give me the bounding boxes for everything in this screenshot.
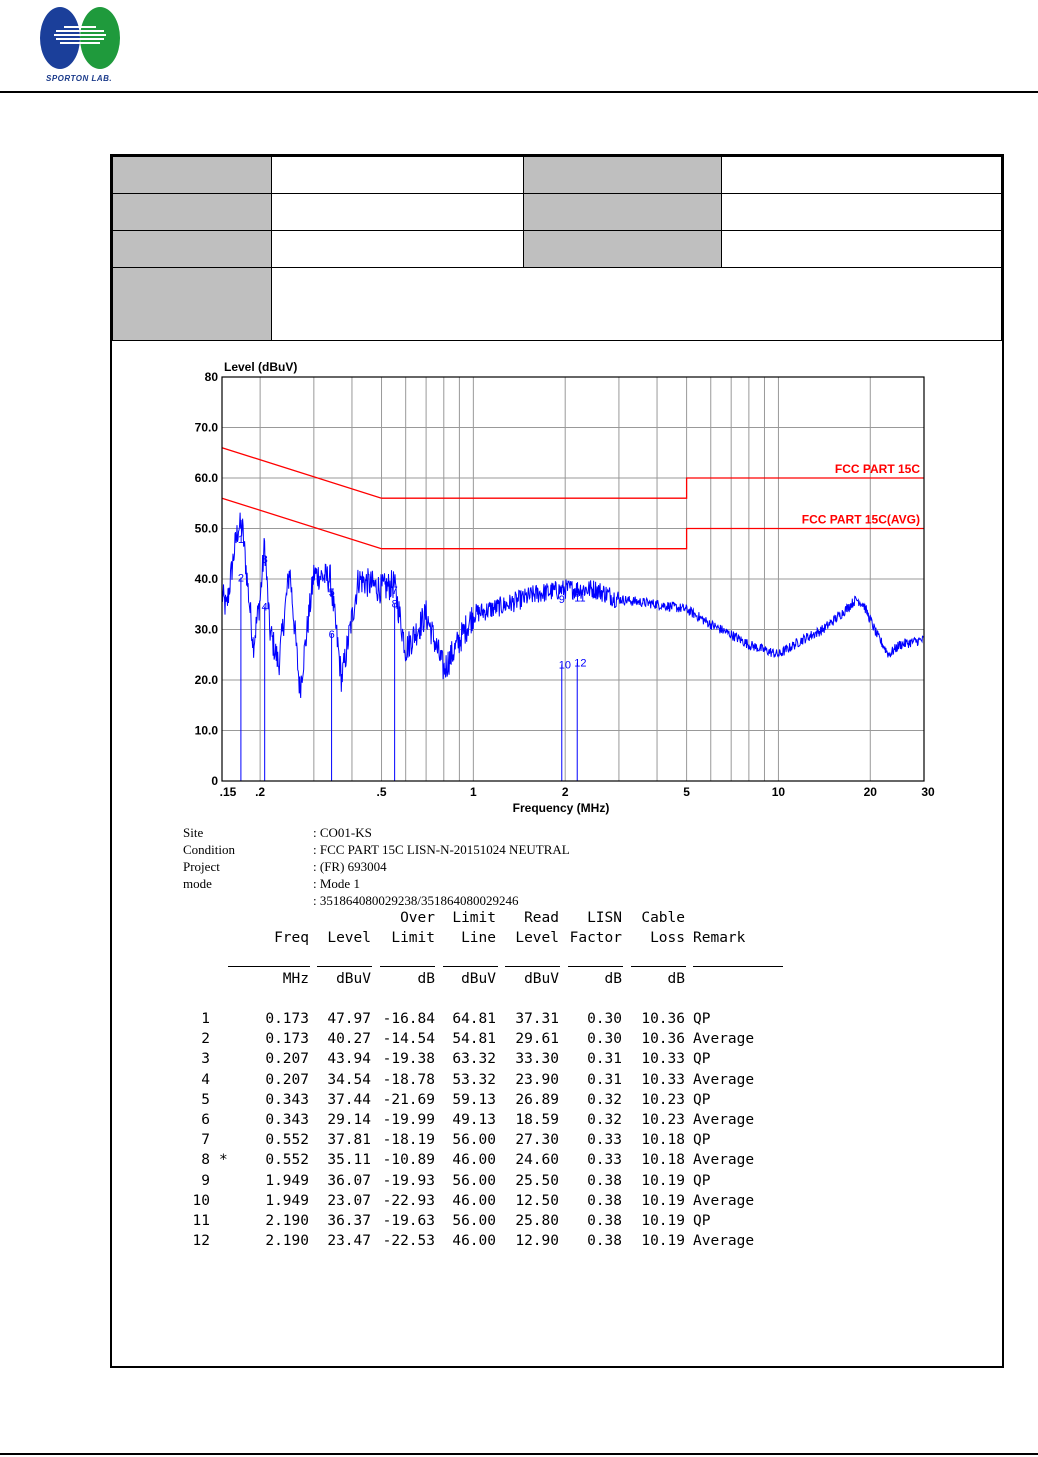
- table-unit: dBuV: [461, 971, 496, 987]
- cell-cable-loss: 10.19: [641, 1192, 685, 1209]
- table-header-rule: [317, 966, 372, 967]
- table-unit: dB: [604, 971, 622, 987]
- cell-lisn-factor: 0.38: [587, 1233, 622, 1250]
- measurement-info: [183, 824, 570, 909]
- x-tick-label: .15: [219, 785, 237, 799]
- cell-remark: QP: [693, 1091, 711, 1108]
- table-header: Level: [327, 930, 371, 946]
- cell-cable-loss: 10.19: [641, 1213, 685, 1229]
- cell-limit-line: 56.00: [452, 1172, 496, 1189]
- table-unit: dB: [667, 971, 685, 987]
- imei-value: : 351864080029238/351864080029246: [313, 893, 519, 908]
- info-value-cell: [272, 194, 524, 231]
- cell-read-level: 27.30: [515, 1132, 559, 1149]
- cell-lisn-factor: 0.31: [587, 1071, 622, 1088]
- table-header-top: LISN: [587, 910, 622, 926]
- cell-over-limit: -14.54: [382, 1031, 435, 1048]
- cell-level: 47.97: [327, 1011, 371, 1027]
- info-value-cell: [272, 231, 524, 268]
- site-value: : CO01-KS: [313, 825, 372, 840]
- cell-freq: 0.173: [265, 1011, 309, 1027]
- cell-remark: QP: [693, 1051, 711, 1068]
- row-number: 9: [201, 1172, 210, 1189]
- row-number: 7: [201, 1132, 210, 1149]
- footer-rule: [0, 1453, 1038, 1455]
- cell-lisn-factor: 0.30: [587, 1011, 622, 1027]
- x-tick-label: 2: [561, 785, 569, 799]
- cell-read-level: 33.30: [515, 1051, 559, 1068]
- cell-lisn-factor: 0.38: [587, 1172, 622, 1189]
- y-tick-label: 10.0: [194, 723, 218, 738]
- table-header-rule: [568, 966, 623, 967]
- marker-label: 10: [558, 659, 572, 672]
- mode-label: mode: [183, 876, 212, 891]
- info-label-cell: [113, 231, 272, 268]
- limit-line: [222, 448, 924, 499]
- chart-trace: [222, 513, 924, 698]
- table-header-rule: [443, 966, 498, 967]
- cell-cable-loss: 10.19: [641, 1233, 685, 1250]
- cell-lisn-factor: 0.33: [587, 1132, 622, 1149]
- table-header: Level: [515, 930, 559, 946]
- marker-label: 3: [261, 554, 268, 567]
- cell-freq: 0.552: [265, 1152, 309, 1169]
- x-axis-label: Frequency (MHz): [512, 801, 610, 815]
- row-number: 2: [201, 1031, 210, 1048]
- row-number: 10: [192, 1192, 210, 1209]
- table-header-rule: [693, 966, 783, 967]
- table-header-rule: [380, 966, 435, 967]
- x-tick-label: 30: [921, 785, 935, 799]
- y-tick-label: 80: [204, 370, 218, 384]
- cell-freq: 0.552: [265, 1132, 309, 1149]
- y-tick-label: 60.0: [194, 471, 218, 485]
- cell-over-limit: -19.93: [382, 1172, 435, 1189]
- cell-limit-line: 54.81: [452, 1031, 496, 1048]
- x-tick-label: .2: [255, 785, 266, 799]
- info-value-cell-wide: [272, 268, 1002, 341]
- row-number: 5: [201, 1091, 210, 1108]
- marker-label: 7: [391, 585, 398, 598]
- site-label: Site: [183, 825, 204, 840]
- row-number: 3: [201, 1051, 210, 1068]
- cell-freq: 1.949: [265, 1172, 309, 1189]
- cell-cable-loss: 10.23: [641, 1112, 685, 1128]
- y-tick-label: 30.0: [194, 622, 218, 637]
- cell-level: 23.47: [327, 1233, 371, 1250]
- table-unit: dB: [417, 971, 435, 987]
- cell-read-level: 12.50: [515, 1192, 559, 1209]
- marker-label: 9: [558, 593, 565, 606]
- row-flag: *: [219, 1152, 228, 1169]
- cell-over-limit: -21.69: [382, 1091, 435, 1108]
- row-number: 6: [201, 1112, 210, 1128]
- cell-remark: Average: [693, 1192, 755, 1209]
- cell-limit-line: 46.00: [452, 1192, 496, 1209]
- x-tick-label: 20: [863, 785, 877, 799]
- cell-freq: 0.343: [265, 1112, 309, 1128]
- y-tick-label: 40.0: [194, 572, 218, 586]
- cell-limit-line: 63.32: [452, 1051, 496, 1068]
- cell-freq: 2.190: [265, 1213, 309, 1229]
- cell-lisn-factor: 0.38: [587, 1213, 622, 1229]
- info-label-cell: [524, 157, 722, 194]
- limit-line-label: FCC PART 15C(AVG): [801, 512, 920, 527]
- table-header: Loss: [650, 930, 685, 946]
- emission-chart: [160, 358, 950, 818]
- table-header-top: Limit: [452, 910, 496, 926]
- info-value-cell: [722, 194, 1002, 231]
- cell-read-level: 23.90: [515, 1071, 559, 1088]
- x-tick-label: 10: [771, 785, 786, 799]
- row-number: 1: [201, 1011, 210, 1027]
- cell-limit-line: 59.13: [452, 1091, 496, 1108]
- cell-lisn-factor: 0.32: [587, 1091, 622, 1108]
- cell-freq: 1.949: [265, 1192, 309, 1209]
- project-label: Project: [183, 859, 220, 874]
- cell-remark: Average: [693, 1112, 755, 1128]
- table-header-rule: [631, 966, 686, 967]
- cell-over-limit: -18.19: [382, 1132, 435, 1149]
- cell-read-level: 12.90: [515, 1233, 559, 1250]
- cell-cable-loss: 10.18: [641, 1152, 685, 1169]
- info-label-cell: [113, 157, 272, 194]
- limit-line-label: FCC PART 15C: [834, 462, 920, 476]
- cell-cable-loss: 10.18: [641, 1132, 685, 1149]
- cell-remark: QP: [693, 1132, 711, 1149]
- table-unit: dBuV: [336, 971, 371, 987]
- chart-limit-lines: [222, 448, 924, 549]
- cell-cable-loss: 10.33: [641, 1051, 685, 1068]
- table-header: Freq: [274, 930, 309, 946]
- cell-limit-line: 49.13: [452, 1112, 496, 1128]
- cell-remark: QP: [693, 1172, 711, 1189]
- table-unit: MHz: [282, 971, 309, 987]
- cell-read-level: 25.80: [515, 1213, 559, 1229]
- cell-level: 37.44: [327, 1091, 371, 1108]
- cell-freq: 0.343: [265, 1091, 309, 1108]
- cell-read-level: 26.89: [515, 1091, 559, 1108]
- cell-limit-line: 53.32: [452, 1071, 496, 1088]
- cell-lisn-factor: 0.32: [587, 1112, 622, 1128]
- table-header: Factor: [569, 930, 622, 946]
- cell-limit-line: 46.00: [452, 1233, 496, 1250]
- logo-caption: SPORTON LAB.: [46, 74, 113, 83]
- row-number: 11: [192, 1213, 210, 1229]
- info-label-cell: [113, 268, 272, 341]
- mode-value: : Mode 1: [313, 876, 360, 891]
- marker-label: 12: [574, 657, 587, 670]
- info-label-cell: [524, 194, 722, 231]
- cell-freq: 0.207: [265, 1051, 309, 1068]
- marker-label: 8: [391, 598, 398, 611]
- cell-read-level: 18.59: [515, 1112, 559, 1128]
- cell-cable-loss: 10.23: [641, 1091, 685, 1108]
- cell-remark: Average: [693, 1233, 755, 1250]
- cell-remark: QP: [693, 1213, 711, 1229]
- cell-limit-line: 56.00: [452, 1213, 496, 1229]
- marker-label: 1: [237, 533, 245, 546]
- x-tick-label: .5: [376, 785, 387, 799]
- info-value-cell: [722, 157, 1002, 194]
- row-number: 12: [192, 1233, 210, 1250]
- marker-label: 2: [237, 572, 245, 585]
- cell-level: 37.81: [327, 1132, 371, 1149]
- cell-level: 23.07: [327, 1192, 371, 1209]
- marker-label: 6: [328, 628, 335, 641]
- cell-level: 34.54: [327, 1071, 371, 1088]
- cell-lisn-factor: 0.31: [587, 1051, 622, 1068]
- cell-remark: Average: [693, 1071, 755, 1088]
- cell-level: 40.27: [327, 1031, 371, 1048]
- cell-read-level: 29.61: [515, 1031, 559, 1048]
- cell-read-level: 25.50: [515, 1172, 559, 1189]
- table-header-remark: Remark: [693, 930, 746, 946]
- cell-level: 43.94: [327, 1051, 371, 1068]
- y-tick-label: 50.0: [194, 521, 218, 536]
- table-header-top: Over: [400, 910, 435, 926]
- info-table: [112, 156, 1002, 341]
- row-number: 8: [201, 1152, 210, 1169]
- cell-over-limit: -16.84: [382, 1011, 435, 1027]
- cell-read-level: 24.60: [515, 1152, 559, 1169]
- y-tick-label: 20.0: [194, 673, 218, 687]
- cell-limit-line: 64.81: [452, 1011, 496, 1027]
- cell-cable-loss: 10.36: [641, 1031, 685, 1048]
- cell-over-limit: -18.78: [382, 1071, 435, 1088]
- info-value-cell: [722, 231, 1002, 268]
- marker-label: 5: [328, 586, 335, 599]
- cell-level: 29.14: [327, 1112, 371, 1128]
- row-number: 4: [201, 1071, 210, 1088]
- cell-remark: Average: [693, 1152, 755, 1169]
- cell-freq: 0.207: [265, 1071, 309, 1088]
- cell-over-limit: -22.93: [382, 1192, 435, 1209]
- cell-level: 36.07: [327, 1172, 371, 1189]
- cell-level: 36.37: [327, 1213, 371, 1229]
- y-tick-label: 0: [211, 774, 218, 788]
- cell-over-limit: -19.63: [382, 1213, 435, 1229]
- cell-lisn-factor: 0.30: [587, 1031, 622, 1048]
- cell-remark: QP: [693, 1011, 711, 1027]
- cell-cable-loss: 10.19: [641, 1172, 685, 1189]
- condition-label: Condition: [183, 842, 236, 857]
- measured-trace: [222, 513, 924, 698]
- info-value-cell: [272, 157, 524, 194]
- table-unit: dBuV: [524, 971, 559, 987]
- table-header-top: Cable: [641, 910, 685, 926]
- x-tick-label: 1: [470, 785, 477, 799]
- header-rule: [0, 91, 1038, 93]
- table-header-top: Read: [524, 910, 559, 926]
- table-header: Line: [461, 930, 496, 946]
- y-tick-label: 70.0: [194, 420, 218, 435]
- cell-over-limit: -22.53: [382, 1233, 435, 1250]
- project-value: : (FR) 693004: [313, 859, 387, 874]
- cell-lisn-factor: 0.38: [587, 1192, 622, 1209]
- condition-value: : FCC PART 15C LISN-N-20151024 NEUTRAL: [313, 842, 570, 857]
- cell-remark: Average: [693, 1031, 755, 1048]
- info-label-cell: [524, 231, 722, 268]
- cell-limit-line: 56.00: [452, 1132, 496, 1149]
- cell-cable-loss: 10.33: [641, 1071, 685, 1088]
- cell-over-limit: -19.99: [382, 1112, 435, 1128]
- cell-level: 35.11: [327, 1152, 371, 1169]
- cell-freq: 0.173: [265, 1031, 309, 1048]
- cell-over-limit: -10.89: [382, 1152, 435, 1169]
- table-header: Limit: [391, 930, 435, 946]
- cell-lisn-factor: 0.33: [587, 1152, 622, 1169]
- marker-label: 11: [574, 592, 586, 605]
- x-tick-label: 5: [683, 785, 690, 799]
- table-header-rule: [505, 966, 560, 967]
- y-axis-label: Level (dBuV): [224, 360, 298, 374]
- cell-cable-loss: 10.36: [641, 1011, 685, 1027]
- cell-freq: 2.190: [265, 1233, 309, 1250]
- marker-label: 4: [261, 601, 268, 614]
- cell-limit-line: 46.00: [452, 1152, 496, 1169]
- cell-read-level: 37.31: [515, 1011, 559, 1027]
- cell-over-limit: -19.38: [382, 1051, 435, 1068]
- table-header-rule: [228, 966, 310, 967]
- info-label-cell: [113, 194, 272, 231]
